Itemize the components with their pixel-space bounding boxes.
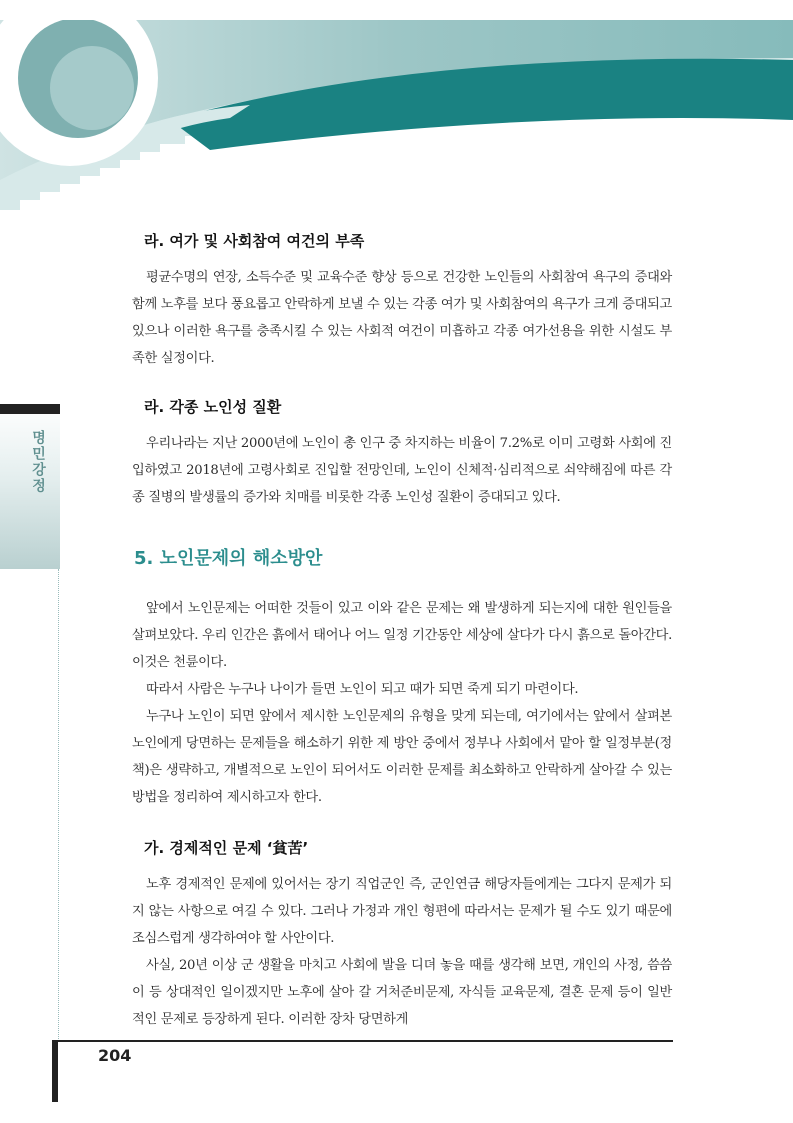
header-wave-decoration (0, 0, 793, 215)
side-tab-bar (0, 404, 60, 414)
subsection-heading-economic: 가. 경제적인 문제 ‘貧苦’ (144, 839, 309, 857)
main-section-heading: 5. 노인문제의 해소방안 (134, 548, 323, 569)
side-dotted-line (58, 569, 59, 1039)
paragraph: 누구나 노인이 되면 앞에서 제시한 노인문제의 유형을 맞게 되는데, 여기에서는 앞에서 살펴본 노인에게 당면하는 문제들을 해소하기 위한 제 방안 중에서 정부나 사회에서 맡아 할 일정부분(정책)은 생략하고, 개별적으로 노인이 되어서도 이러한 문제를 최소화하고 안락하게 살아갈 수 있는 방법을 정리하여 제시하고자 한다. (132, 709, 672, 805)
paragraph: 노후 경제적인 문제에 있어서는 장기 직업군인 즉, 군인연금 해당자들에게는 그다지 문제가 되지 않는 사항으로 여길 수 있다. 그러나 가정과 개인 형편에 따라서는 문제가 될 수도 있기 때문에 조심스럽게 생각하여야 할 사안이다. (132, 877, 672, 946)
side-chapter-tab (0, 404, 60, 569)
footer-rule (58, 1040, 673, 1042)
paragraph: 평균수명의 연장, 소득수준 및 교육수준 향상 등으로 건강한 노인들의 사회참여 욕구의 증대와 함께 노후를 보다 풍요롭고 안락하게 보낼 수 있는 각종 여가 및 사회참여의 욕구가 크게 증대되고 있으나 이러한 욕구를 충족시킬 수 있는 사회적 여건이 미흡하고 각종 여가선용을 위한 시설도 부족한 실정이다. (132, 270, 672, 366)
section-heading-disease: 라. 각종 노인성 질환 (144, 398, 282, 416)
section-heading-leisure: 라. 여가 및 사회참여 여건의 부족 (144, 232, 365, 250)
paragraph: 앞에서 노인문제는 어떠한 것들이 있고 이와 같은 문제는 왜 발생하게 되는지에 대한 원인들을 살펴보았다. 우리 인간은 흙에서 태어나 어느 일정 기간동안 세상에 살다가 다시 흙으로 돌아간다. 이것은 천륜이다. (132, 601, 672, 670)
page-content (132, 226, 672, 1033)
paragraph: 따라서 사람은 누구나 나이가 들면 노인이 되고 때가 되면 죽게 되기 마련이다. (146, 682, 579, 697)
footer-bar (52, 1040, 58, 1102)
chapter-label: 명민강정 (30, 430, 46, 494)
paragraph: 사실, 20년 이상 군 생활을 마치고 사회에 발을 디뎌 놓을 때를 생각해 보면, 개인의 사정, 씀씀이 등 상대적인 일이겠지만 노후에 살아 갈 거처준비문제, 자식들 교육문제, 결혼 문제 등이 일반적인 문제로 등장하게 된다. 이러한 장차 당면하게 (132, 958, 672, 1027)
paragraph: 우리나라는 지난 2000년에 노인이 총 인구 중 차지하는 비율이 7.2%로 이미 고령화 사회에 진입하였고 2018년에 고령사회로 진입할 전망인데, 노인이 신체적·심리적으로 쇠약해짐에 따른 각종 질병의 발생률의 증가와 치매를 비롯한 각종 노인성 질환이 증대되고 있다. (132, 436, 672, 505)
page-number: 204 (98, 1046, 132, 1065)
